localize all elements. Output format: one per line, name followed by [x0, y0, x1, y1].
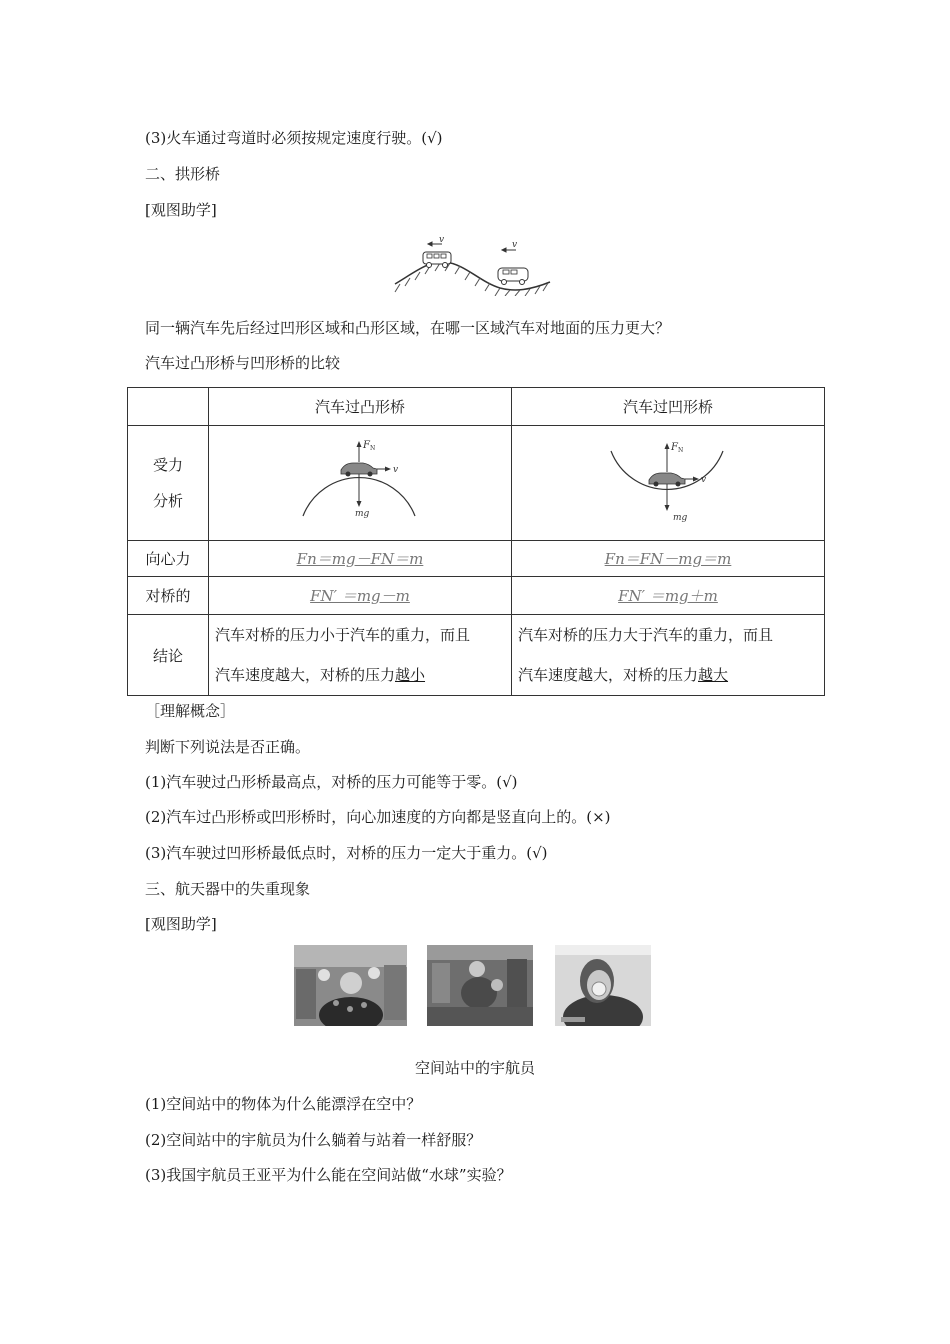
car-on-concave-icon: [498, 268, 528, 285]
row-label-line: 受力: [152, 456, 183, 474]
judgement-item: (1)汽车驶过凸形桥最高点，对桥的压力可能等于零。(√): [145, 773, 518, 791]
velocity-label: v: [701, 475, 707, 485]
row-label-conclusion: 结论: [128, 615, 209, 696]
conclusion-line: 汽车对桥的压力大于汽车的重力，而且: [518, 626, 774, 644]
statement-train: (3)火车通过弯道时必须按规定速度行驶。(√): [145, 129, 443, 147]
row-label-bridge-force: 对桥的: [128, 577, 209, 615]
figure-hint-label: [观图助学]: [145, 201, 217, 219]
astronaut-photo-2: [427, 945, 533, 1026]
formula-text: Fn＝mg－FN＝m: [296, 550, 424, 568]
table-row: [128, 577, 825, 615]
velocity-label: v: [439, 235, 445, 245]
astronaut-photo-3: [555, 945, 651, 1026]
svg-text:N: N: [678, 447, 684, 454]
formula-text: FN′ ＝mg－m: [310, 587, 410, 605]
question-item: (2)空间站中的宇航员为什么躺着与站着一样舒服？: [145, 1131, 482, 1149]
hill-car-figure: [390, 232, 560, 296]
conclusion-line: 汽车对桥的压力小于汽车的重力，而且: [215, 626, 471, 644]
normal-force-label: F: [671, 442, 678, 453]
formula-text: FN′ ＝mg＋m: [618, 587, 718, 605]
header-concave-bridge: 汽车过凹形桥: [512, 388, 825, 426]
judgement-item: (3)汽车驶过凹形桥最低点时，对桥的压力一定大于重力。(√): [145, 844, 548, 862]
table-cell-empty: [128, 388, 209, 426]
table-row: [128, 615, 825, 696]
section-heading-arch-bridge: 二、拱形桥: [145, 165, 221, 183]
concave-bridge-formula: [512, 577, 825, 615]
comparison-title: 汽车过凸形桥与凹形桥的比较: [145, 354, 341, 372]
question-text: 同一辆汽车先后经过凹形区域和凸形区域，在哪一区域汽车对地面的压力更大？: [145, 319, 671, 337]
car-on-convex-icon: [423, 252, 451, 268]
velocity-label: v: [512, 240, 518, 250]
comparison-table: [127, 387, 825, 696]
gravity-label: mg: [355, 509, 370, 519]
normal-force-label: F: [363, 440, 370, 451]
convex-centripetal-formula: [209, 541, 512, 577]
convex-force-diagram: [295, 436, 425, 526]
convex-conclusion: [209, 615, 512, 696]
velocity-label: v: [393, 465, 399, 475]
row-label-centripetal: 向心力: [128, 541, 209, 577]
convex-force-diagram-cell: [209, 426, 512, 541]
section-heading-weightlessness: 三、航天器中的失重现象: [145, 880, 311, 898]
concave-force-diagram-cell: [512, 426, 825, 541]
table-row: [128, 541, 825, 577]
header-convex-bridge: 汽车过凸形桥: [209, 388, 512, 426]
question-item: (3)我国宇航员王亚平为什么能在空间站做“水球”实验？: [145, 1166, 512, 1184]
answer-blank: 越大: [698, 666, 729, 684]
astronaut-photo-1: [294, 945, 407, 1026]
svg-text:N: N: [370, 445, 376, 452]
figure-hint-label: [观图助学]: [145, 915, 217, 933]
formula-text: Fn＝FN－mg＝m: [604, 550, 732, 568]
judge-instruction: 判断下列说法是否正确。: [145, 738, 311, 756]
conclusion-line: 汽车速度越大，对桥的压力越大: [518, 666, 729, 684]
gravity-label: mg: [673, 513, 688, 523]
question-item: (1)空间站中的物体为什么能漂浮在空中？: [145, 1095, 422, 1113]
row-label-line: 分析: [152, 492, 183, 510]
conclusion-line: 汽车速度越大，对桥的压力越小: [215, 666, 426, 684]
concave-force-diagram: [603, 436, 733, 526]
row-label-force-analysis: [128, 426, 209, 541]
convex-bridge-formula: [209, 577, 512, 615]
concave-centripetal-formula: [512, 541, 825, 577]
table-row: [128, 388, 825, 426]
concept-heading: ［理解概念］: [145, 702, 236, 720]
concave-conclusion: [512, 615, 825, 696]
judgement-item: (2)汽车过凸形桥或凹形桥时，向心加速度的方向都是竖直向上的。(×): [145, 808, 611, 826]
figure-caption: 空间站中的宇航员: [414, 1059, 535, 1077]
table-row: [128, 426, 825, 541]
answer-blank: 越小: [395, 666, 426, 684]
